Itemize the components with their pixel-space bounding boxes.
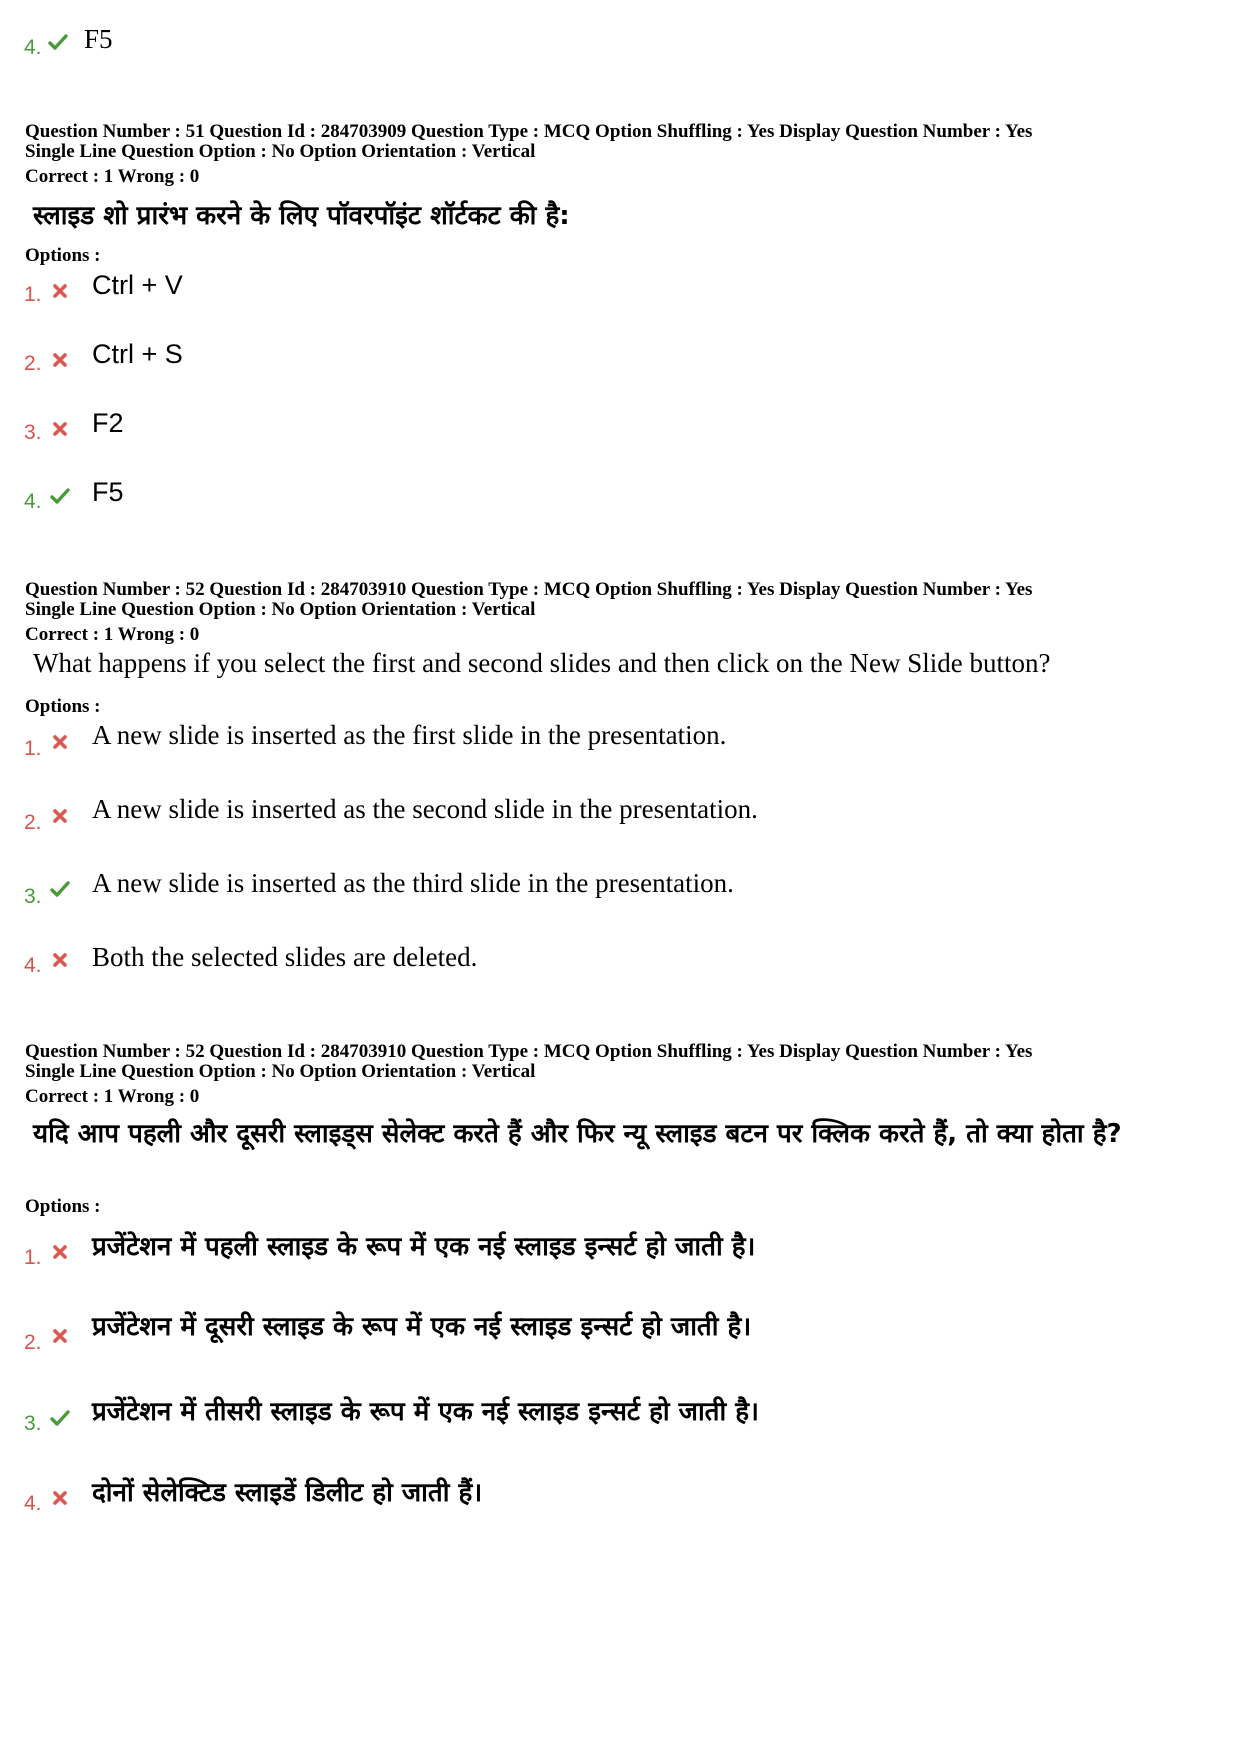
question-text: What happens if you select the first and second slides and then click on the New Slide button?: [33, 648, 1051, 678]
question-text: स्लाइड शो प्रारंभ करने के लिए पॉवरपॉइंट शॉर्टकट की है:: [33, 201, 570, 231]
option-number: 4.: [24, 1492, 42, 1515]
correct-wrong: Correct : 1 Wrong : 0: [25, 1086, 200, 1107]
options-label: Options :: [25, 1196, 101, 1217]
option-text: प्रजेंटेशन में पहली स्लाइड के रूप में एक नई स्लाइड इन्सर्ट हो जाती है।: [92, 1232, 756, 1262]
question-text: यदि आप पहली और दूसरी स्लाइड्स सेलेक्ट करते हैं और फिर न्यू स्लाइड बटन पर क्लिक करते हैं, तो क्या होता है?: [33, 1119, 1122, 1149]
option-number: 3.: [24, 885, 42, 908]
cross-icon: [50, 1242, 70, 1262]
check-icon: [50, 879, 70, 899]
option-number: 2.: [24, 352, 42, 375]
option-number: 2.: [24, 1331, 42, 1354]
option-number: 2.: [24, 811, 42, 834]
question-meta-line2: Single Line Question Option : No Option Orientation : Vertical: [25, 1061, 536, 1082]
cross-icon: [50, 950, 70, 970]
question-meta-line1: Question Number : 51 Question Id : 284703909 Question Type : MCQ Option Shuffling : Yes Display Question Number : Yes: [25, 121, 1033, 142]
option-number: 1.: [24, 283, 42, 306]
option-text: F5: [92, 477, 124, 507]
option-text: A new slide is inserted as the first slide in the presentation.: [92, 720, 727, 750]
check-icon: [50, 1408, 70, 1428]
cross-icon: [50, 1488, 70, 1508]
check-icon: [50, 486, 70, 506]
option-number: 1.: [24, 1246, 42, 1269]
cross-icon: [50, 419, 70, 439]
cross-icon: [50, 806, 70, 826]
option-text: प्रजेंटेशन में तीसरी स्लाइड के रूप में एक नई स्लाइड इन्सर्ट हो जाती है।: [92, 1397, 759, 1427]
option-text: दोनों सेलेक्टिड स्लाइडें डिलीट हो जाती हैं।: [92, 1478, 483, 1508]
option-text: A new slide is inserted as the second slide in the presentation.: [92, 794, 758, 824]
option-number: 3.: [24, 1412, 42, 1435]
option-number: 3.: [24, 421, 42, 444]
check-icon: [48, 32, 68, 52]
option-text: A new slide is inserted as the third slide in the presentation.: [92, 868, 734, 898]
cross-icon: [50, 732, 70, 752]
cross-icon: [50, 350, 70, 370]
option-number: 1.: [24, 737, 42, 760]
option-text: प्रजेंटेशन में दूसरी स्लाइड के रूप में एक नई स्लाइड इन्सर्ट हो जाती है।: [92, 1312, 752, 1342]
option-text: Both the selected slides are deleted.: [92, 942, 478, 972]
option-number: 4.: [24, 490, 42, 513]
cross-icon: [50, 281, 70, 301]
option-number: 4.: [24, 36, 42, 59]
option-text: Ctrl + S: [92, 339, 183, 369]
option-text: Ctrl + V: [92, 270, 183, 300]
correct-wrong: Correct : 1 Wrong : 0: [25, 166, 200, 187]
option-text: F5: [84, 24, 113, 54]
option-number: 4.: [24, 954, 42, 977]
question-meta-line2: Single Line Question Option : No Option Orientation : Vertical: [25, 141, 536, 162]
question-meta-line2: Single Line Question Option : No Option Orientation : Vertical: [25, 599, 536, 620]
question-meta-line1: Question Number : 52 Question Id : 284703910 Question Type : MCQ Option Shuffling : Yes Display Question Number : Yes: [25, 1041, 1033, 1062]
question-meta-line1: Question Number : 52 Question Id : 284703910 Question Type : MCQ Option Shuffling : Yes Display Question Number : Yes: [25, 579, 1033, 600]
options-label: Options :: [25, 696, 101, 717]
cross-icon: [50, 1326, 70, 1346]
correct-wrong: Correct : 1 Wrong : 0: [25, 624, 200, 645]
options-label: Options :: [25, 245, 101, 266]
option-text: F2: [92, 408, 124, 438]
